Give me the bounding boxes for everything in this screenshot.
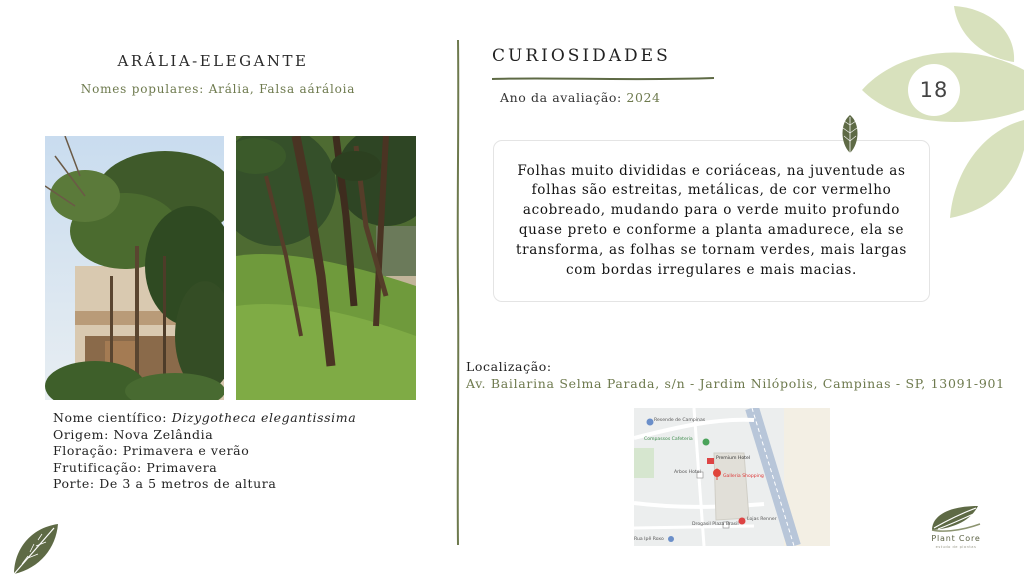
flowering-row: Floração: Primavera e verão [53, 443, 250, 459]
leaf-decoration-icon [10, 520, 62, 576]
origin-row: Origem: Nova Zelândia [53, 426, 214, 442]
map-label-bottom: Rua Ipê Roxo [634, 537, 664, 542]
fruiting-row: Frutificação: Primavera [53, 459, 218, 475]
plant-facts [53, 410, 356, 493]
curiosidades-text: Folhas muito divididas e coriáceas, na juventude as folhas são estreitas, metálicas, de cor vermelho acobreado, mudando para o verde muito profundo quase preto e conforme a planta amadurece, ela se transforma, as folhas se tornam verdes, mais largas com bordas irregulares e mais macias. [515, 162, 908, 278]
year-label: Ano da avaliação: [500, 90, 627, 105]
scientific-name-value: Dizygotheca elegantissima [171, 410, 357, 425]
location-label: Localização: [466, 359, 552, 374]
plant-title: ARÁLIA-ELEGANTE [117, 52, 309, 70]
scientific-name-row [53, 410, 356, 427]
map-label-arbos: Arbos Hotel [674, 470, 701, 475]
map-label-school: Resende de Campinas [654, 418, 706, 423]
brand-name: Plant Core [931, 534, 981, 543]
map-label-hotel: Premium Hotel [716, 456, 751, 461]
scientific-name-label: Nome científico: [53, 410, 172, 425]
column-divider [455, 40, 461, 545]
map-label-drogasil: Drogasil Plaza Brasil [692, 522, 739, 527]
heading-underline [492, 68, 714, 76]
evaluation-year [500, 90, 661, 105]
map-label-loja: Lojas Renner [747, 517, 777, 522]
location-address: Av. Bailarina Selma Parada, s/n - Jardim Nilópolis, Campinas - SP, 13091-901 [466, 376, 1005, 391]
aralia-garden-photo [236, 136, 416, 400]
brand-tagline: estudo de plantas [935, 545, 977, 549]
page-number: 18 [908, 64, 960, 116]
map-label-compassos: Compassos Cafeteria [644, 437, 693, 442]
year-value: 2024 [626, 90, 661, 105]
curiosidades-heading: CURIOSIDADES [492, 46, 671, 66]
map-label-galleria: Galleria Shopping [723, 474, 764, 479]
location-map [634, 408, 830, 546]
aralia-tree-photo [45, 136, 224, 400]
size-row: Porte: De 3 a 5 metros de altura [53, 476, 277, 492]
popular-names: Nomes populares: Arália, Falsa aáráloia [80, 82, 356, 96]
